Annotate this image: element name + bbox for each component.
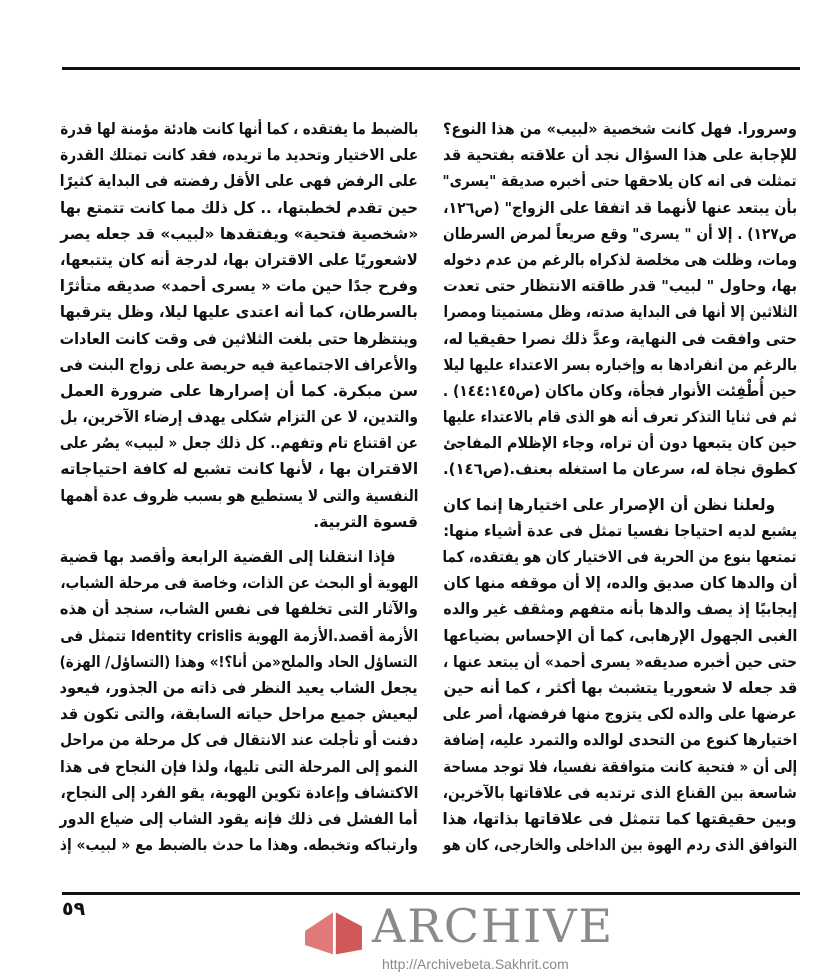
text-line-content: الاقتران بها ، لأنها كانت تشبع له كافة احتياجاته [60,460,418,479]
text-line-content: ومات، وظلت هى مخلصة لذكراه بالرغم من عدم دخوله [442,250,797,269]
text-line [443,623,797,649]
text-line-content: الهوية أو البحث عن الذات، وخاصة فى مرحلة الشباب، [59,574,418,593]
text-line [60,168,418,194]
text-line-content: عرضها على والده لكى يتزوج منها فرفضها، أصر على [443,705,797,724]
text-line [443,727,797,753]
text-line [60,195,418,221]
text-line [443,806,797,832]
text-line [60,832,418,858]
page-number: ٥٩ [62,898,86,920]
text-line [443,221,797,247]
text-line [443,247,797,273]
text-line-content: على الاختيار وتحديد ما تريده، فقد كانت تمتلك القدرة [59,146,418,165]
text-line [443,518,797,544]
text-line [443,404,797,430]
text-line-content: إيجابيًا إذ يصف والدها بأنه متفهم ومثقف غير والده [443,600,797,619]
text-line [443,596,797,622]
text-line-content: والآثار التى تخلفها فى نفس الشاب، سنجد أن هذه [60,600,418,619]
text-line [443,326,797,352]
text-line [60,675,418,701]
text-line-content: «شخصية فتحية» ويفتقدها «لبيب» قد جعله يصر [59,224,418,243]
text-line [60,754,418,780]
text-line-content: بأن يبتعد عنها لأنهما قد اتفقا على الزواج" (ص١٢٦، [442,198,797,217]
text-line [443,492,797,518]
paragraph-gap [60,535,418,544]
text-line-content: لاشعوريًا على الاقتران بها، لدرجة أنه كان يتتبعها، [59,250,418,269]
text-line-content: الغبى الجهول الإرهابى، كما أن الإحساس بضياعها [442,626,797,645]
text-line-content: بها، وحاول " لبيب" قدر طاقته الانتظار حتى تعدت [442,277,797,296]
text-line-content: شاسعة بين القناع الذى ترتديه فى علاقاتها بالآخرين، [443,783,797,802]
text-line-content: للإجابة على هذا السؤال نجد أن علاقته بفتحية قد [442,146,797,165]
text-line-content: أما الفشل فى ذلك فإنه يقود الشاب إلى ضياع الدور [59,809,418,828]
text-line [443,649,797,675]
bottom-rule [62,892,800,895]
text-line [60,483,418,509]
text-line-content: النفسية والتى لا يستطيع هو بسبب ظروف عدة أهمها [60,486,418,505]
text-line-content: حين أُطْفِئت الأنوار فجأة، وكان ماكان (ص١٤٤:١٤٥) . [442,381,797,400]
text-line [60,623,418,649]
text-line-content: التوافق الذى ردم الهوة بين الداخلى والخارجى، كان هو [442,836,797,855]
text-line-content: الثلاثين إلا أنها فى البداية صدته، وظل مستميتا ومصرا [442,303,797,322]
top-rule [62,67,800,70]
right-column [443,116,797,858]
archive-book-logo-icon [300,903,366,959]
text-line [443,456,797,482]
text-line [443,299,797,325]
text-line-content: عن اقتناع تام وتفهم.. كل ذلك جعل « لبيب» يصُر على [59,434,418,453]
text-line [60,326,418,352]
text-line-content: اختيارها كنوع من التحدى لوالده والتمرد عليه، إضافة [442,731,797,750]
text-line-content: والأعراف الاجتماعية فيه حريصة على زواج البنت فى [59,355,418,374]
archive-watermark [300,899,630,977]
text-line-content: وفرح جدًا حين مات « يسرى أحمد» صديقه متأثرًا [59,277,418,296]
text-line-content: وسرورا. فهل كانت شخصية «لبيب» من هذا النوع؟ [443,120,797,138]
text-line-content: تمثلت فى انه كان يلاحقها حتى أخبره صديقة "يسرى" [443,172,797,191]
text-line [443,352,797,378]
text-line [60,806,418,832]
text-line [60,544,418,570]
text-line [60,456,418,482]
text-line [60,780,418,806]
text-line-content: وبين حقيقتها كما تتمثل فى علاقاتها بذاتها، هذا [443,809,797,828]
text-line-content: حين كان يتبعها دون أن تراه، وجاء الإظلام المفاجئ [443,434,797,453]
text-line [60,299,418,325]
watermark-text: ARCHIVE [372,899,615,953]
text-line [60,273,418,299]
text-line-content: الاكتشاف وإعادة تكوين الهوية، يقو الفرد إلى النجاح، [60,783,418,802]
text-line-content: بالضبط ما يفتقده ، كما أنها كانت هادئة مؤمنة لها قدرة [59,120,418,138]
text-line-content: حين تقدم لخطبتها، .. كل ذلك مما كانت تتمتع بها [59,198,418,217]
text-line [443,544,797,570]
text-line [60,596,418,622]
text-line [443,168,797,194]
text-line [60,430,418,456]
text-line-content: دفنت أو تأجلت عند الانتقال فى كل مرحلة من مراحل [59,731,418,750]
text-line-content: كطوق نجاة له، سرعان ما استغله بعنف.(ص١٤٦). [443,460,797,479]
text-line-content: تمتعها بنوع من الحرية فى الاختيار كان هو يفتقده، كما [443,548,797,566]
text-line-content: التساؤل الحاد والملح«من أنا؟!» وهذا (التساؤل/ الهزة) [60,652,418,671]
text-line [60,509,418,535]
text-line [60,727,418,753]
text-line [60,404,418,430]
text-line [443,570,797,596]
text-line [60,247,418,273]
text-line [60,142,418,168]
text-line-content: فإذا انتقلنا إلى القضية الرابعة وأقصد بها قضية [60,548,396,566]
text-line-content: وينتظرها حتى بلغت الثلاثين فى وقت كانت العادات [60,329,418,348]
text-line-content: ليعيش جميع مراحل حياته السابقة، والتى تكون قد [60,705,418,724]
text-line [443,142,797,168]
text-line-content: ولعلنا نظن أن الإصرار على اختيارها إنما كان [442,495,775,514]
text-line [60,570,418,596]
text-line-content: يشبع لديه احتياجا نفسيا تمثل فى عدة أشياء منها: [442,521,797,540]
text-line [443,832,797,858]
text-line-content: حتى حين أخبره صديقه« يسرى أحمد» أن يبتعد عنها ، [443,652,797,671]
text-line [443,780,797,806]
text-line-content: ص١٢٧) . إلا أن " يسرى" وقع صريعاً لمرض السرطان [442,224,797,243]
text-line [443,378,797,404]
text-line [443,754,797,780]
text-line-content: النمو إلى المرحلة التى تليها، ولذا فإن النجاح فى هذا [59,757,418,776]
text-line-content: وارتباكه وتخبطه. وهذا ما حدث بالضبط مع « لبيب» إذ [59,836,418,855]
text-line [60,701,418,727]
paragraph-gap [443,483,797,492]
text-line [443,195,797,221]
text-line [60,116,418,142]
text-line-content: قسوة التربية. [313,512,418,531]
text-line [60,352,418,378]
text-line [60,649,418,675]
text-line-content: الأزمة أقصد.الأزمة الهوية Identity crislis تتمثل فى [59,626,418,645]
text-line [443,430,797,456]
watermark-url: http://Archivebeta.Sakhrit.com [382,956,569,972]
text-line [60,221,418,247]
text-line-content: يجعل الشاب يعيد النظر فى ذاته من الجذور، فيعود [59,678,418,697]
text-line [443,701,797,727]
text-line-content: ثم فى ثنايا التذكر تعرف أنه هو الذى قام بالاعتداء عليها [443,408,797,427]
text-line-content: حتى وافقت فى النهاية، وعدَّ ذلك نصرا حقيقيا له، [442,329,797,348]
text-line [443,675,797,701]
text-line-content: والتدين، لا عن التزام شكلى يهدف إرضاء الآخرين، بل [60,408,418,427]
text-line [443,273,797,299]
left-column [60,116,418,858]
text-line-content: بالرغم من انفرادها به وإخباره بسر الاعتداء عليها ليلا [443,355,797,374]
text-line [443,116,797,142]
text-line-content: إلى أن « فتحية كانت متوافقة نفسيا، فلا توجد مساحة [442,757,797,776]
text-line-content: أن والدها كان صديق والده، إلا أن موقفه منها كان [442,574,797,593]
text-line-content: بالسرطان، كما أنه اعتدى عليها ليلا، وظل يترقبها [60,303,418,322]
text-line-content: سن مبكرة. كما أن إصرارها على ضرورة العمل [60,381,418,400]
text-line [60,378,418,404]
text-line-content: قد جعله لا شعوريا يتشبث بها أكثر ، كما أنه حين [442,678,797,697]
text-line-content: على الرفض فهى على الأقل رفضته فى البداية كثيرًا [59,172,418,191]
